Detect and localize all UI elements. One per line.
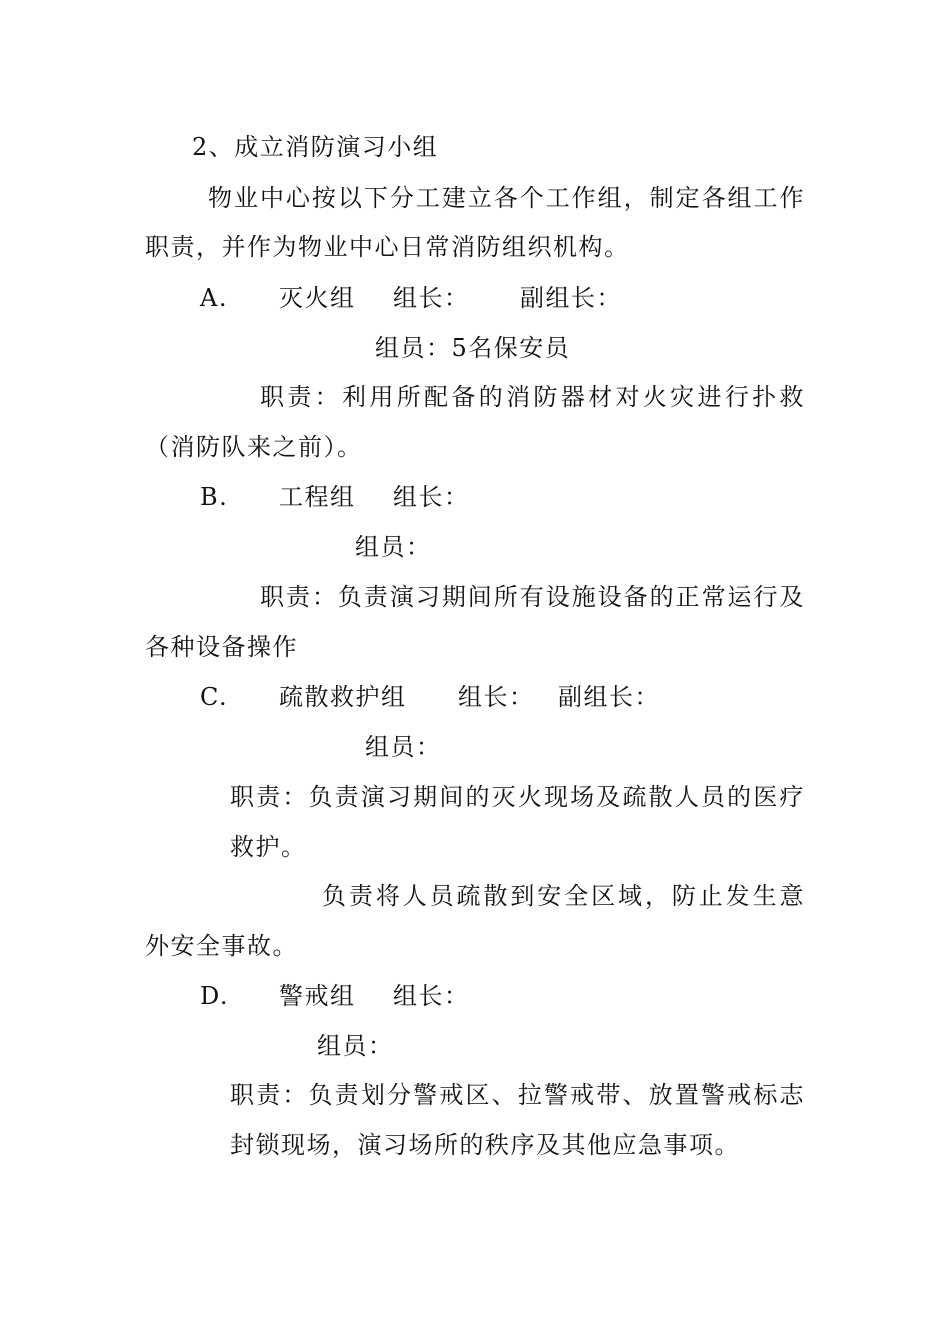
group-a-letter: A. <box>200 284 228 312</box>
group-a-name: 灭火组 <box>279 284 356 312</box>
group-a-leader: 组长： <box>393 284 470 312</box>
group-c-duty-line-3: 负责将人员疏散到安全区域，防止发生意 <box>322 882 805 910</box>
group-d-name: 警戒组 <box>279 982 356 1010</box>
group-c-name: 疏散救护组 <box>279 683 407 711</box>
group-d-leader: 组长： <box>393 982 470 1010</box>
group-c-duty-line-2: 救护。 <box>230 833 307 861</box>
group-b-members: 组员： <box>355 533 432 561</box>
group-a-deputy: 副组长： <box>520 284 622 312</box>
group-a-duty-line-2: （消防队来之前）。 <box>145 433 363 461</box>
group-a-duty-line-1: 职责：利用所配备的消防器材对火灾进行扑救 <box>260 383 805 411</box>
group-d-letter: D. <box>200 982 230 1010</box>
group-c-deputy: 副组长： <box>558 683 660 711</box>
group-b-leader: 组长： <box>393 483 470 511</box>
intro-line-1: 物业中心按以下分工建立各个工作组，制定各组工作 <box>208 184 805 212</box>
group-b-duty-line-1: 职责：负责演习期间所有设施设备的正常运行及 <box>260 583 805 611</box>
group-c-duty-line-4: 外安全事故。 <box>145 932 298 960</box>
group-c-leader: 组长： <box>458 683 535 711</box>
group-a-members: 组员：5名保安员 <box>375 334 571 362</box>
group-b-duty-line-2: 各种设备操作 <box>145 633 298 661</box>
section-heading: 2、成立消防演习小组 <box>192 133 439 161</box>
group-d-duty-line-2: 封锁现场，演习场所的秩序及其他应急事项。 <box>230 1131 740 1159</box>
group-d-members: 组员： <box>317 1032 394 1060</box>
group-c-letter: C. <box>200 683 229 711</box>
group-b-letter: B. <box>200 483 229 511</box>
group-c-members: 组员： <box>365 733 442 761</box>
intro-line-2: 职责，并作为物业中心日常消防组织机构。 <box>145 233 630 261</box>
group-b-name: 工程组 <box>279 483 356 511</box>
group-d-duty-line-1: 职责：负责划分警戒区、拉警戒带、放置警戒标志 <box>230 1081 805 1109</box>
group-c-duty-line-1: 职责：负责演习期间的灭火现场及疏散人员的医疗 <box>230 783 805 811</box>
